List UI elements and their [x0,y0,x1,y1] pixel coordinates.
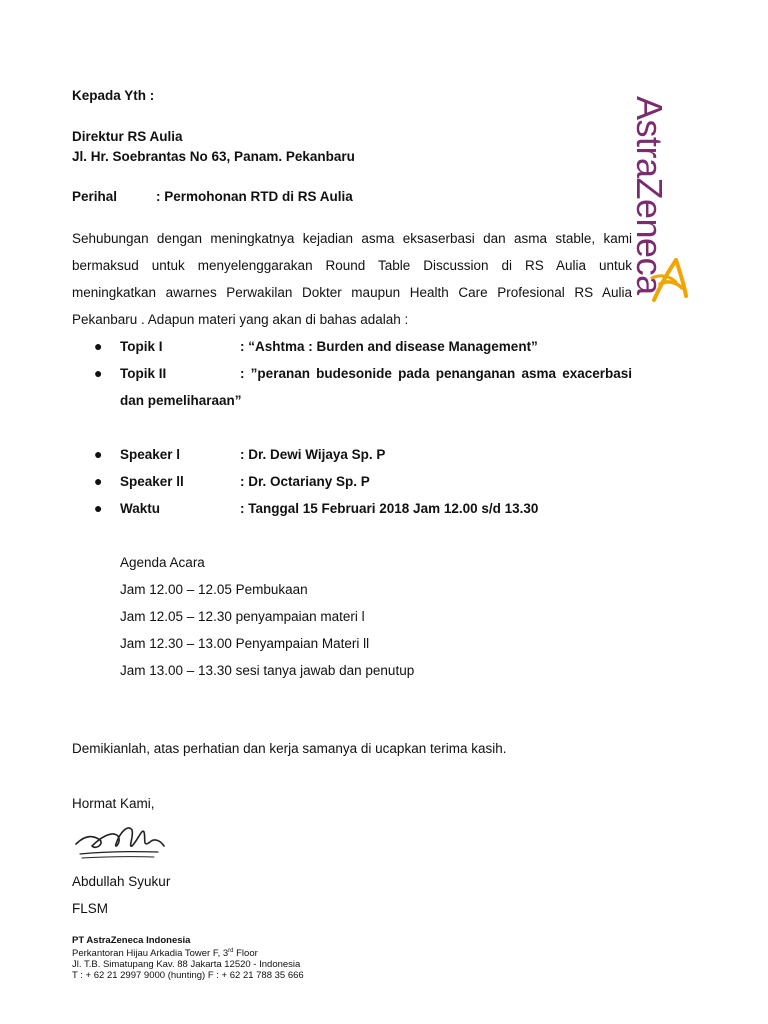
signer-name: Abdullah Syukur [72,874,171,889]
recipient-address: Jl. Hr. Soebrantas No 63, Panam. Pekanbaru [72,149,355,164]
astrazeneca-symbol-icon [646,256,690,306]
detail-label: Speaker ll [120,474,184,489]
footer-company: PT AstraZeneca Indonesia [72,935,191,946]
bullet-icon: ● [94,473,103,489]
detail-value: : Dr. Dewi Wijaya Sp. P [240,447,386,462]
astrazeneca-logo [629,96,696,311]
subject-label: Perihal [72,189,118,204]
topic-value: : ”peranan budesonide pada penanganan asma exacerbasi dan pemeliharaan” [120,366,632,408]
agenda-item: Jam 12.05 – 12.30 penyampaian materi l [120,609,365,624]
details-list [96,441,636,522]
topic-label: Topik I [120,339,163,354]
topic-value: : “Ashtma : Burden and disease Management” [240,339,538,354]
recipient-name: Direktur RS Aulia [72,129,183,144]
footer-address-line1: Perkantoran Hijau Arkadia Tower F, 3rd Floor [72,948,258,960]
handwritten-signature [70,818,170,868]
topics-list [96,333,636,414]
topic-item [96,333,636,360]
body-paragraph: Sehubungan dengan meningkatnya kejadian asma eksaserbasi dan asma stable, kami bermaksud untuk menyelenggarakan Round Table Discussion di RS Aulia untuk meningkatkan awarnes Perwakilan Dokter maupun Health Care Profesional RS Aulia Pekanbaru . Adapun materi yang akan di bahas adalah : [72,231,632,327]
subject-value: : Permohonan RTD di RS Aulia [156,189,353,204]
bullet-icon: ● [94,365,103,381]
signer-title: FLSM [72,901,109,916]
footer-contact: T : + 62 21 2997 9000 (hunting) F : + 62 21 788 35 666 [72,970,304,982]
agenda-item: Jam 12.30 – 13.00 Penyampaian Materi ll [120,636,370,651]
bullet-icon: ● [94,500,103,516]
agenda-item: Jam 12.00 – 12.05 Pembukaan [120,582,308,597]
topic-label: Topik II [120,366,167,381]
agenda-item: Jam 13.00 – 13.30 sesi tanya jawab dan penutup [120,663,415,678]
detail-value: : Tanggal 15 Februari 2018 Jam 12.00 s/d 13.30 [240,501,539,516]
detail-item [96,495,636,522]
detail-item [96,441,636,468]
footer-address-line2: Jl. T.B. Simatupang Kav. 88 Jakarta 12520 - Indonesia [72,959,301,971]
salutation: Hormat Kami, [72,796,155,811]
agenda-title: Agenda Acara [120,555,205,570]
detail-label: Waktu [120,501,160,516]
detail-value: : Dr. Octariany Sp. P [240,474,370,489]
agenda [120,549,414,684]
company-footer [72,935,304,981]
topic-item [96,360,636,414]
detail-item [96,468,636,495]
logo-wordmark: AstraZeneca [629,96,670,295]
bullet-icon: ● [94,338,103,354]
bullet-icon: ● [94,446,103,462]
greeting: Kepada Yth : [72,88,155,103]
detail-label: Speaker l [120,447,181,462]
closing-text: Demikianlah, atas perhatian dan kerja samanya di ucapkan terima kasih. [72,741,507,756]
